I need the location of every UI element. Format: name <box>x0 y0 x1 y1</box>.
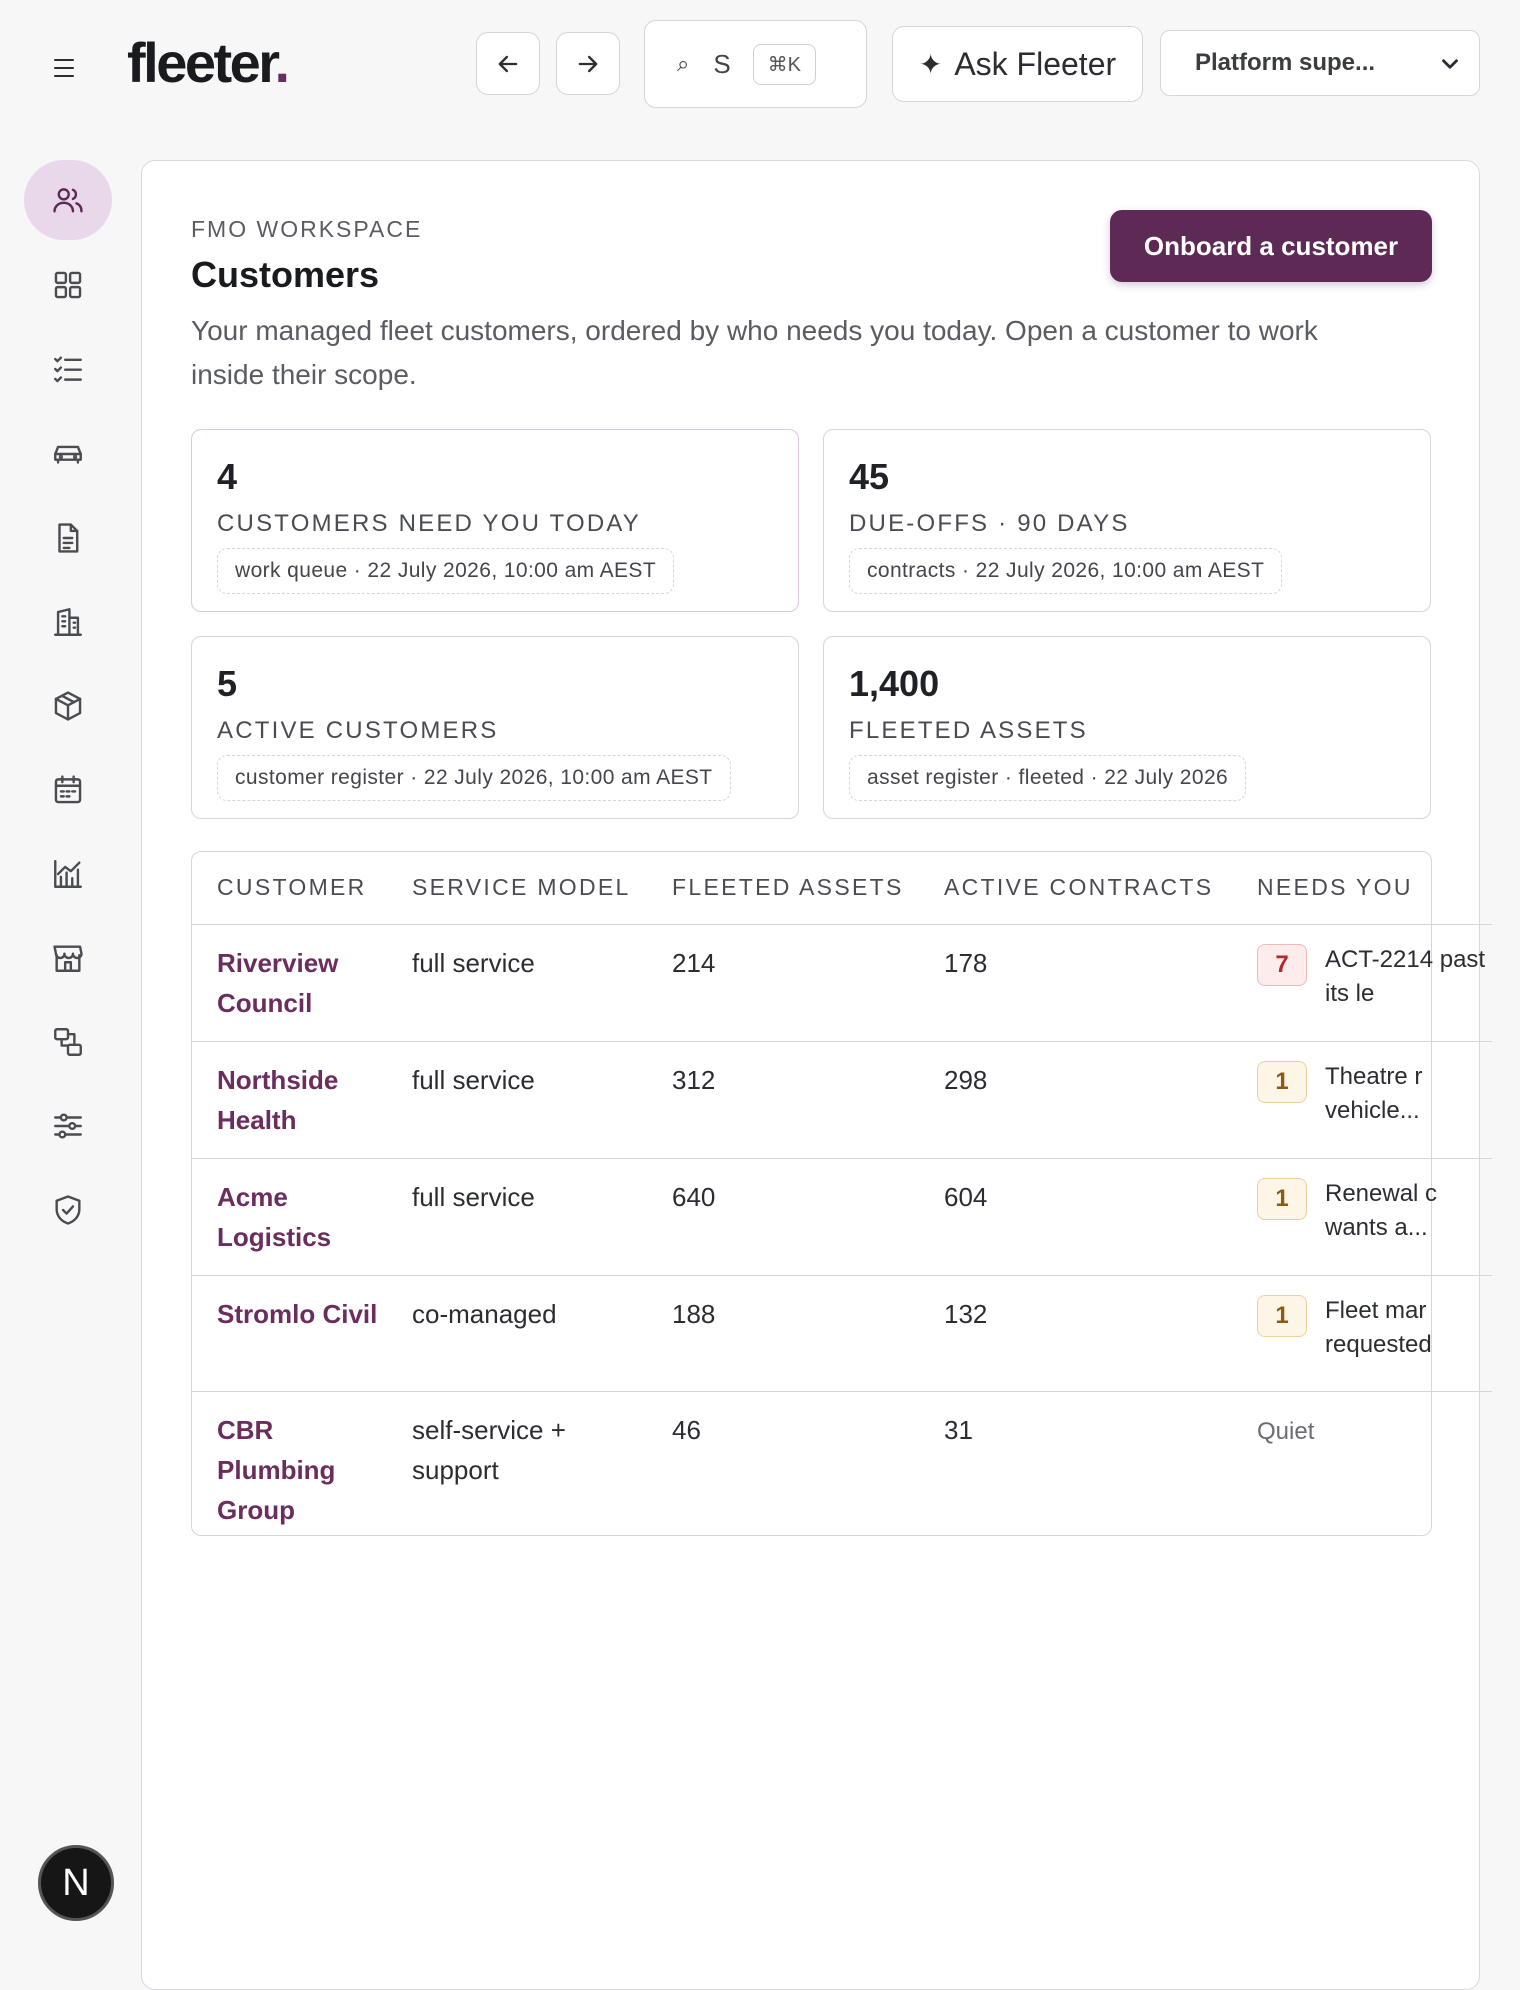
customers-table <box>191 851 1486 1536</box>
needs-count-badge[interactable]: 7 <box>1257 944 1307 986</box>
stat-label: DUE-OFFS · 90 DAYS <box>849 510 1130 537</box>
fleeted-assets-cell: 46 <box>672 1414 701 1445</box>
fleeted-assets-cell: 312 <box>647 1041 919 1158</box>
customer-link[interactable]: CBR Plumbing Group <box>217 1414 336 1525</box>
service-model-cell: self-service + support <box>412 1414 566 1485</box>
column-header-service-model[interactable]: SERVICE MODEL <box>387 852 647 924</box>
column-header-customer[interactable]: CUSTOMER <box>192 852 387 924</box>
sidebar-item-settings[interactable] <box>24 1086 112 1166</box>
page-description: Your managed fleet customers, ordered by who needs you today. Open a customer to work inside their scope. <box>191 315 1318 390</box>
table-row[interactable] <box>192 1275 1492 1391</box>
sidebar-item-documents[interactable] <box>24 498 112 578</box>
sidebar-item-calendar[interactable] <box>24 750 112 830</box>
chevron-down-icon <box>1437 51 1463 77</box>
back-button[interactable] <box>476 32 540 95</box>
needs-summary: Fleet mar requested <box>1325 1296 1432 1358</box>
active-contracts-cell: 178 <box>919 924 1232 1041</box>
car-icon <box>51 437 85 471</box>
needs-count-badge[interactable]: 1 <box>1257 1061 1307 1103</box>
users-icon <box>51 183 85 217</box>
active-contracts-cell: 604 <box>919 1158 1232 1275</box>
active-contracts-cell: 31 <box>944 1414 973 1445</box>
sidebar-item-store[interactable] <box>24 918 112 998</box>
customer-link[interactable]: Riverview Council <box>217 947 339 1018</box>
stat-value: 4 <box>217 456 238 497</box>
page-title: Customers <box>191 254 380 295</box>
stat-value: 45 <box>849 456 890 497</box>
customer-link[interactable]: Northside Health <box>217 1064 339 1135</box>
main-card <box>141 160 1486 1990</box>
search-input[interactable]: ⌕ S ⌘K <box>644 20 867 108</box>
fleeted-assets-cell: 214 <box>647 924 919 1041</box>
arrow-right-icon <box>574 50 602 78</box>
service-model-cell: co-managed <box>387 1275 647 1391</box>
fleeted-assets-cell: 188 <box>647 1275 919 1391</box>
column-header-needs-you[interactable]: NEEDS YOU <box>1232 852 1492 924</box>
stat-value: 5 <box>217 663 238 704</box>
needs-count-badge[interactable]: 1 <box>1257 1178 1307 1220</box>
avatar[interactable]: N <box>38 1845 114 1921</box>
needs-count-badge[interactable]: 1 <box>1257 1295 1307 1337</box>
active-contracts-cell: 298 <box>919 1041 1232 1158</box>
shield-icon <box>51 1193 85 1227</box>
service-model-cell: full service <box>387 924 647 1041</box>
building-icon <box>51 605 85 639</box>
stat-label: FLEETED ASSETS <box>849 717 1088 744</box>
stat-label: CUSTOMERS NEED YOU TODAY <box>217 510 641 537</box>
stat-card-due-offs[interactable] <box>823 429 1431 612</box>
fleeted-assets-cell: 640 <box>647 1158 919 1275</box>
top-bar <box>0 0 1520 130</box>
column-header-fleeted-assets[interactable]: FLEETED ASSETS <box>647 852 919 924</box>
document-icon <box>51 521 85 555</box>
forward-button[interactable] <box>556 32 620 95</box>
ask-fleeter-button[interactable]: ✦ Ask Fleeter <box>892 26 1143 102</box>
service-model-cell: full service <box>387 1158 647 1275</box>
sidebar-item-inventory[interactable] <box>24 666 112 746</box>
sliders-icon <box>51 1109 85 1143</box>
menu-icon[interactable] <box>50 56 78 80</box>
quiet-status: Quiet <box>1257 1417 1315 1445</box>
role-select[interactable]: Platform supe... <box>1160 30 1480 96</box>
workflow-icon <box>51 1025 85 1059</box>
stat-value: 1,400 <box>849 663 940 704</box>
sidebar-item-tasks[interactable] <box>24 329 112 409</box>
chart-icon <box>51 857 85 891</box>
box-icon <box>51 689 85 723</box>
stat-card-customers-need-you[interactable] <box>191 429 799 612</box>
table-header-row <box>192 852 1492 924</box>
needs-summary: Renewal c wants a... <box>1325 1179 1438 1241</box>
stat-source: work queue · 22 July 2026, 10:00 am AEST <box>217 548 674 594</box>
needs-summary: ACT-2214 past its le <box>1325 945 1486 1007</box>
customer-link[interactable]: Stromlo Civil <box>217 1298 378 1329</box>
grid-icon <box>51 268 85 302</box>
table-row[interactable] <box>192 1391 1492 1548</box>
sidebar-item-workflows[interactable] <box>24 1002 112 1082</box>
service-model-cell: full service <box>387 1041 647 1158</box>
table-row[interactable] <box>192 1158 1492 1275</box>
active-contracts-cell: 132 <box>919 1275 1232 1391</box>
table-row[interactable] <box>192 924 1492 1041</box>
stat-label: ACTIVE CUSTOMERS <box>217 717 499 744</box>
customer-link[interactable]: Acme Logistics <box>217 1181 332 1252</box>
stat-source: contracts · 22 July 2026, 10:00 am AEST <box>849 548 1282 594</box>
onboard-customer-button[interactable]: Onboard a customer <box>1110 210 1432 282</box>
stat-source: customer register · 22 July 2026, 10:00 am AEST <box>217 755 731 801</box>
table-row[interactable] <box>192 1041 1492 1158</box>
sidebar-item-customers[interactable] <box>24 160 112 240</box>
needs-summary: Theatre r vehicle... <box>1325 1062 1423 1124</box>
stat-card-fleeted-assets[interactable] <box>823 636 1431 819</box>
store-icon <box>51 941 85 975</box>
stat-card-active-customers[interactable] <box>191 636 799 819</box>
calendar-icon <box>51 773 85 807</box>
sparkle-icon: ✦ <box>918 48 943 80</box>
sidebar-item-buildings[interactable] <box>24 582 112 662</box>
checklist-icon <box>51 352 85 386</box>
sidebar-item-compliance[interactable] <box>24 1170 112 1250</box>
stat-source: asset register · fleeted · 22 July 2026 <box>849 755 1246 801</box>
shortcut-hint: ⌘K <box>753 44 816 85</box>
arrow-left-icon <box>494 50 522 78</box>
sidebar-item-vehicles[interactable] <box>24 414 112 494</box>
sidebar-item-dashboard[interactable] <box>24 245 112 325</box>
search-icon: ⌕ <box>677 51 690 76</box>
eyebrow: FMO WORKSPACE <box>191 216 423 242</box>
logo[interactable]: fleeter. <box>127 31 288 94</box>
sidebar-item-reports[interactable] <box>24 834 112 914</box>
column-header-active-contracts[interactable]: ACTIVE CONTRACTS <box>919 852 1232 924</box>
